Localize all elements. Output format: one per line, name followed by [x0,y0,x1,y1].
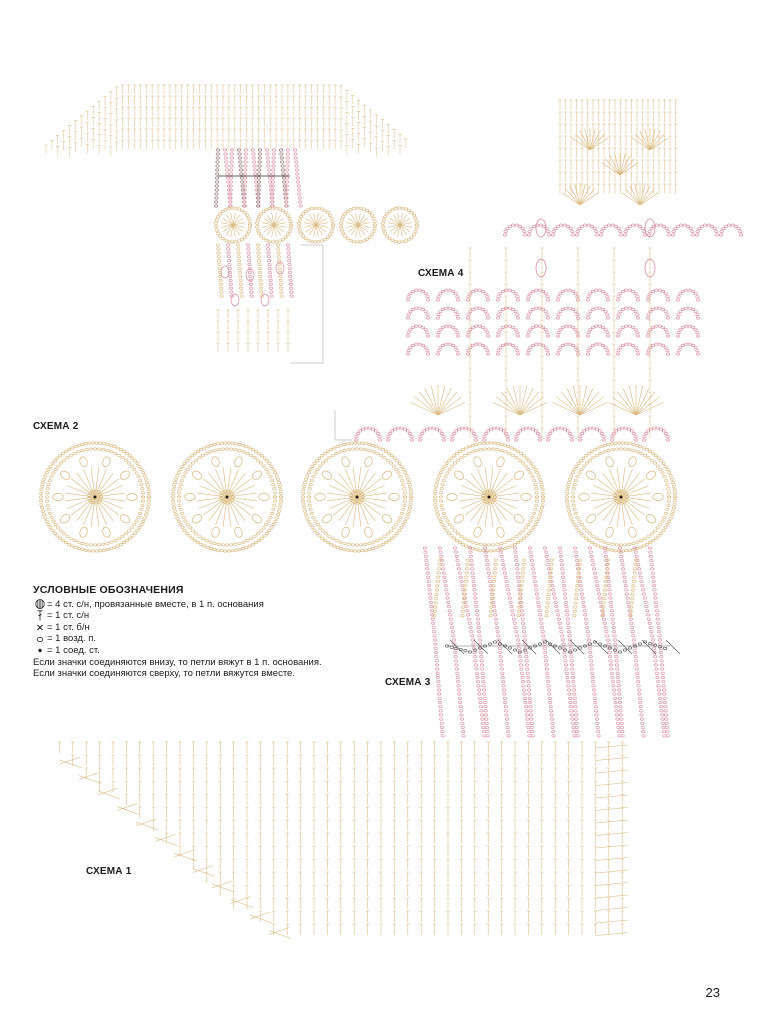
legend-title: УСЛОВНЫЕ ОБОЗНАЧЕНИЯ [33,584,184,596]
legend [33,585,363,680]
top-fan-diagram [44,85,418,363]
legend-item-text: = 1 возд. п. [47,633,96,645]
scheme-3-label: СХЕМА 3 [385,677,431,688]
cluster-4dc-icon [33,599,47,610]
legend-item [33,610,363,622]
legend-item-text: = 4 ст. с/н, провязанные вместе, в 1 п. основания [47,598,264,610]
legend-item [33,633,363,645]
slip-stitch-icon [33,645,47,656]
legend-note: Если значки соединяются внизу, то петли вяжут в 1 п. основания. [33,656,322,668]
page-number: 23 [705,985,720,1000]
scheme-2-diagram [39,442,676,552]
legend-note: Если значки соединяются сверху, то петли вяжутся вместе. [33,668,295,680]
scheme-2-label: СХЕМА 2 [33,421,79,432]
scheme-4-diagram [335,100,743,441]
legend-item [33,599,363,611]
legend-item [33,645,363,657]
double-crochet-icon [33,610,47,621]
chain-icon [33,634,47,645]
scheme-1-diagram [58,742,628,939]
scheme-3-diagram [423,547,680,737]
legend-item [33,622,363,634]
scheme-1-label: СХЕМА 1 [86,866,132,877]
scheme-4-label: СХЕМА 4 [418,268,464,279]
legend-item-text: = 1 ст. с/н [47,610,90,622]
single-crochet-icon [33,622,47,633]
legend-item-text: = 1 ст. б/н [47,621,90,633]
legend-item-text: = 1 соед. ст. [47,644,100,656]
